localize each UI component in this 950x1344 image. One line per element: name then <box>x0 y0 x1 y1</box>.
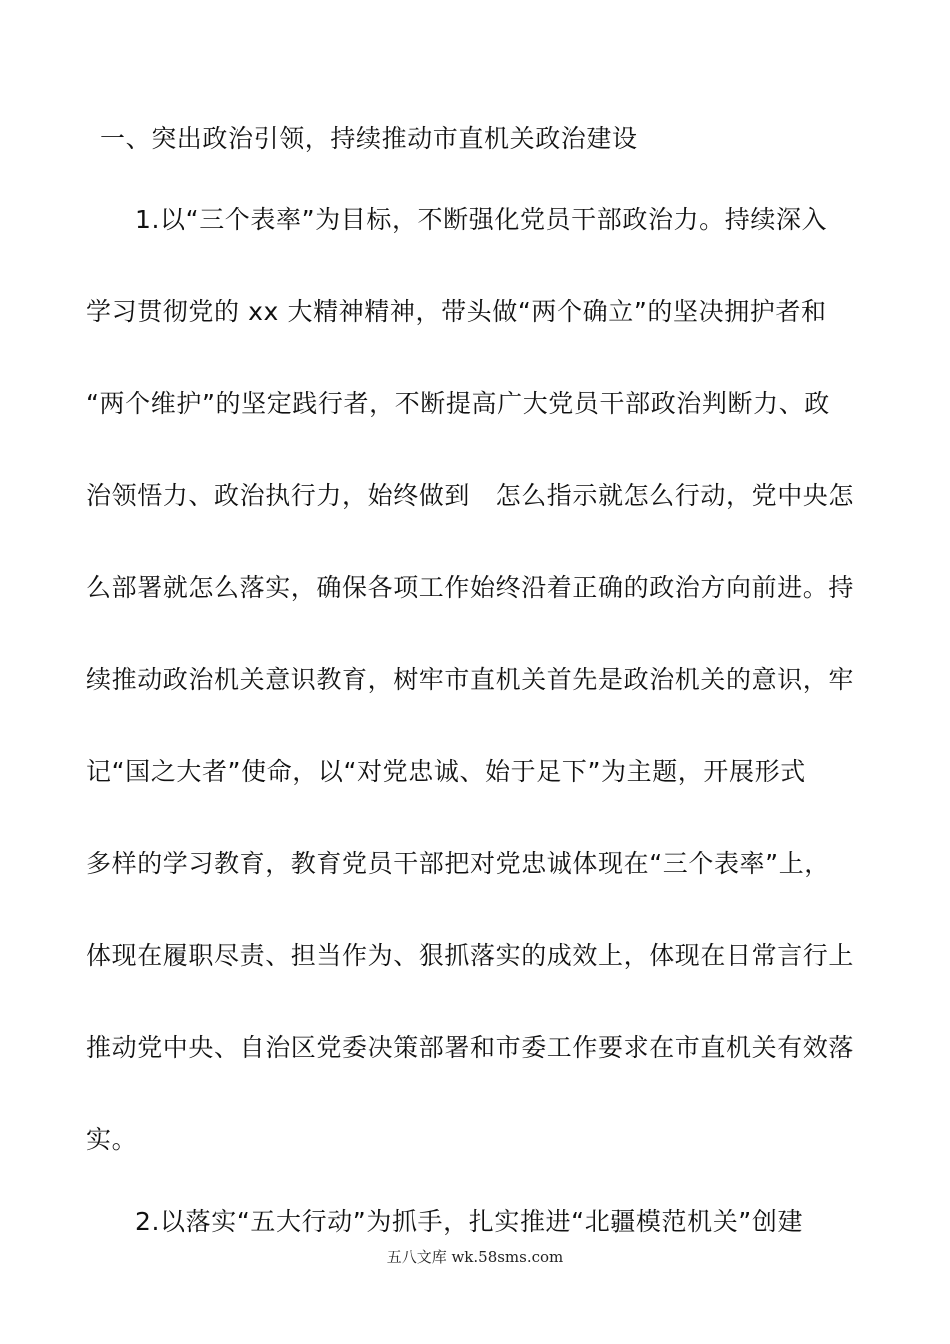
paragraph-1-line-2: 学习贯彻党的 xx 大精神精神，带头做“两个确立”的坚决拥护者和 <box>86 297 827 326</box>
footer-watermark: 五八文库 wk.58sms.com <box>386 1248 564 1266</box>
paragraph-1-line-10: 推动党中央、自治区党委决策部署和市委工作要求在市直机关有效落 <box>86 1033 855 1062</box>
paragraph-1-line-5: 么部署就怎么落实，确保各项工作始终沿着正确的政治方向前进。持 <box>86 573 855 602</box>
paragraph-1-line-1: 1.以“三个表率”为目标，不断强化党员干部政治力。持续深入 <box>135 205 828 234</box>
paragraph-1-line-9: 体现在履职尽责、担当作为、狠抓落实的成效上，体现在日常言行上 <box>86 941 855 970</box>
paragraph-1-line-4: 治领悟力、政治执行力，始终做到 怎么指示就怎么行动，党中央怎 <box>86 481 855 510</box>
paragraph-2-line-1: 2.以落实“五大行动”为抓手，扎实推进“北疆模范机关”创建 <box>135 1207 804 1236</box>
section-heading: 一、突出政治引领，持续推动市直机关政治建设 <box>100 124 638 153</box>
paragraph-1-line-8: 多样的学习教育，教育党员干部把对党忠诚体现在“三个表率”上， <box>86 849 830 878</box>
paragraph-1-line-11: 实。 <box>86 1125 138 1154</box>
paragraph-1-line-7: 记“国之大者”使命，以“对党忠诚、始于足下”为主题，开展形式 <box>86 757 806 786</box>
paragraph-1-line-6: 续推动政治机关意识教育，树牢市直机关首先是政治机关的意识，牢 <box>86 665 855 694</box>
paragraph-1-line-3: “两个维护”的坚定践行者，不断提高广大党员干部政治判断力、政 <box>86 389 830 418</box>
